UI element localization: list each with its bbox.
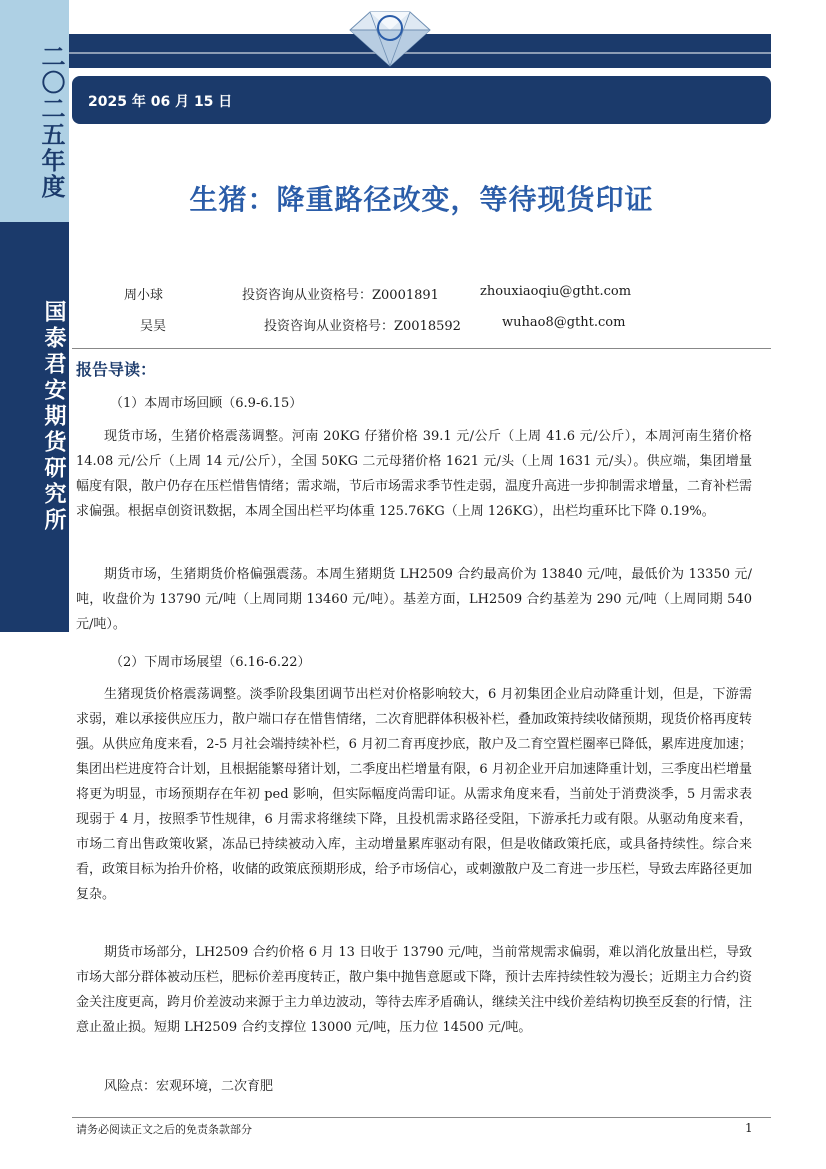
footer-disclaimer: 请务必阅读正文之后的免责条款部分	[76, 1123, 252, 1136]
author-name: 吴昊	[140, 319, 167, 334]
author-name: 周小球	[124, 288, 164, 303]
subsection-review: （1）本周市场回顾（6.9-6.15）	[110, 396, 303, 411]
author-license: 投资咨询从业资格号：Z0018592	[264, 319, 461, 334]
author-email[interactable]: wuhao8@gtht.com	[502, 315, 626, 330]
sidebar-institute: 国泰君安期货研究所	[41, 300, 66, 534]
paragraph-outlook-futures: 期货市场部分，LH2509 合约价格 6 月 13 日收于 13790 元/吨，当前常规需求偏弱，难以消化放量出栏，导致市场大部分群体被动压栏，肥标价差再度转正，散户集中抛售意愿或下降，预计去库持续性较为漫长；近期主力合约资金关注度更高，跨月价差波动来源于主力单边波动，等待去库矛盾确认，继续关注中线价差结构切换至反套的行情，注意止盈止损。短期 LH2509 合约支撑位 13000 元/吨，压力位 14500 元/吨。	[76, 945, 753, 1035]
page-number: 1	[745, 1121, 753, 1135]
subsection-outlook: （2）下周市场展望（6.16-6.22）	[110, 655, 311, 670]
footer-divider	[72, 1117, 771, 1118]
author-email[interactable]: zhouxiaoqiu@gtht.com	[480, 284, 632, 299]
risk-points: 风险点：宏观环境，二次育肥	[104, 1079, 274, 1094]
paragraph-futures-market: 期货市场，生猪期货价格偏强震荡。本周生猪期货 LH2509 合约最高价为 13840 元/吨，最低价为 13350 元/吨，收盘价为 13790 元/吨（上周同期 13460 元/吨）。基差方面，LH2509 合约基差为 290 元/吨（上周同期 540 元/吨）。	[76, 567, 752, 632]
author-license: 投资咨询从业资格号：Z0001891	[242, 288, 439, 303]
diamond-logo-icon	[330, 4, 450, 68]
paragraph-outlook-spot: 生猪现货价格震荡调整。淡季阶段集团调节出栏对价格影响较大，6 月初集团企业启动降重计划，但是，下游需求弱，难以承接供应压力，散户端口存在惜售情绪，二次育肥群体积极补栏，叠加政策持续收储预期，现货价格再度转强。从供应角度来看，2-5 月社会端持续补栏，6 月初二育再度抄底，散户及二育空置栏圈率已降低，累库进度加速；集团出栏进度符合计划，且根据能繁母猪计划，二季度出栏增量有限，6 月初企业开启加速降重计划，三季度出栏增量将更为明显，市场预期存在年初 ped 影响，但实际幅度尚需印证。从需求角度来看，当前处于消费淡季，5 月需求表现弱于 4 月，按照季节性规律，6 月需求将继续下降，且投机需求路径受阻，下游承托力或有限。从驱动角度来看，市场二育出售政策收紧，冻品已持续被动入库，主动增量累库驱动有限，但是收储政策托底，或具备持续性。综合来看，政策目标为抬升价格，收储的政策底预期形成，给予市场信心，或刺激散户及二育进一步压栏，导致去库路径更加复杂。	[76, 687, 753, 902]
date-banner	[72, 76, 771, 124]
section-title: 报告导读：	[76, 360, 157, 379]
report-title: 生猪：降重路径改变，等待现货印证	[189, 183, 654, 216]
report-date: 2025 年 06 月 15 日	[88, 94, 233, 110]
sidebar	[0, 0, 69, 1169]
paragraph-spot-market: 现货市场，生猪价格震荡调整。河南 20KG 仔猪价格 39.1 元/公斤（上周 41.6 元/公斤），本周河南生猪价格 14.08 元/公斤（上周 14 元/公斤），全国 50KG 二元母猪价格 1621 元/头（上周 1631 元/头）。供应端，集团增量幅度有限，散户仍存在压栏惜售情绪；需求端，节后市场需求季节性走弱，温度升高进一步抑制需求增量，二育补栏需求偏强。根据卓创资讯数据，本周全国出栏平均体重 125.76KG（上周 126KG），出栏均重环比下降 0.19%。	[76, 429, 753, 519]
divider	[72, 348, 771, 349]
sidebar-year: 二〇二五年度	[37, 44, 65, 200]
